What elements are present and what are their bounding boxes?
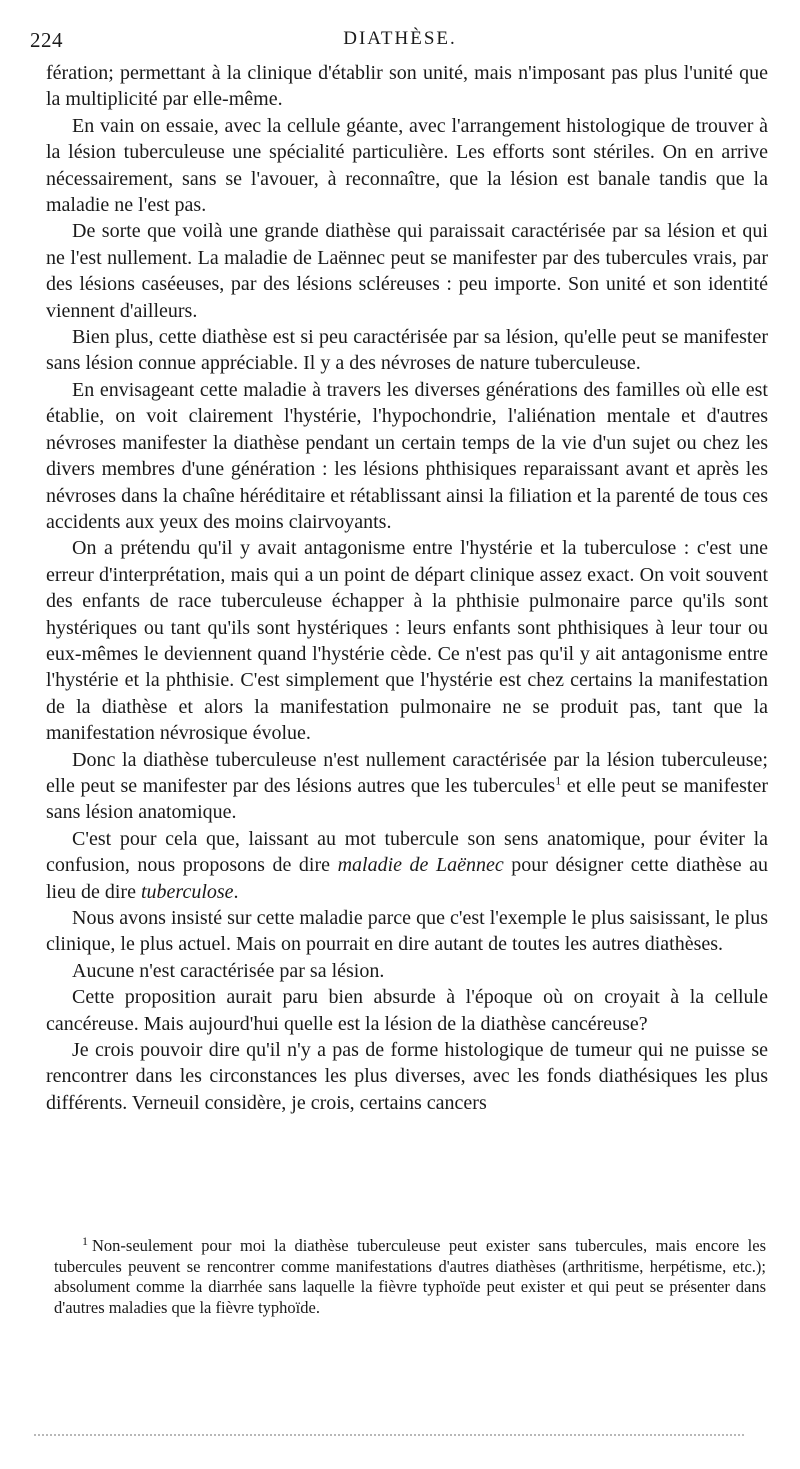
footnote-reference: 1	[555, 773, 562, 788]
paragraph-text: et elle peut se manifester sans lésion anatomique.	[46, 774, 769, 824]
paragraph: Bien plus, cette diathèse est si peu caractérisée par sa lésion, qu'elle peut se manifester sans lésion connue appréciable. Il y a des névroses de nature tuberculeuse.	[46, 326, 768, 375]
running-title: DIATHÈSE.	[343, 28, 457, 49]
footnote-mark: 1	[82, 1233, 88, 1248]
paragraph-text: Donc la diathèse tuberculeuse n'est nullement caractérisée par la lésion tuberculeuse; elle peut se manifester par des lésions autres que les tubercules	[46, 748, 768, 797]
paragraph: Je crois pouvoir dire qu'il n'y a pas de forme histologique de tumeur qui ne puisse se rencontrer dans les circonstances les plus diverses, avec les fonds diathésiques les plus différents. Verneuil considère, je crois, certains cancers	[46, 1039, 768, 1114]
footnote	[54, 1233, 766, 1318]
paragraph: De sorte que voilà une grande diathèse qui paraissait caractérisée par sa lésion et qui ne l'est nullement. La maladie de Laënnec peut se manifester par des tubercules vrais, par des lésions caséeuses, par des lésions scléreuses : peu importe. Son unité et son identité viennent d'ailleurs.	[46, 220, 768, 322]
paragraph-text: C'est pour cela que, laissant au mot tubercule son sens anatomique, pour éviter la confusion, nous proposons de dire	[46, 827, 768, 877]
paragraph-text: pour désigner cette diathèse au lieu de dire	[46, 854, 769, 903]
page-number: 224	[30, 28, 63, 52]
paragraph: Cette proposition aurait paru bien absurde à l'époque où on croyait à la cellule cancéreuse. Mais aujourd'hui quelle est la lésion de la diathèse cancéreuse?	[46, 986, 768, 1035]
paragraph-text: .	[233, 880, 239, 903]
paragraph: En vain on essaie, avec la cellule géante, avec l'arrangement histologique de trouver à la lésion tuberculeuse une spécialité particulière. Les efforts sont stériles. On en arrive nécessairement, sans se l'avouer, à reconnaître, que la lésion est banale tandis que la maladie ne l'est pas.	[46, 114, 768, 217]
footnote-text: Non-seulement pour moi la diathèse tuberculeuse peut exister sans tubercules, mais encore les tubercules peuvent se rencontrer comme manifestations d'autres diathèses (arthritisme, herpétisme, etc.); absolument comme la diarrhée sans laquelle la fièvre typhoïde peut exister et qui peut se présenter dans d'autres maladies que la fièvre typhoïde.	[54, 1236, 766, 1317]
paragraph: On a prétendu qu'il y avait antagonisme entre l'hystérie et la tuberculose : c'est une erreur d'interprétation, mais qui a un point de départ clinique assez exact. On voit souvent des enfants de race tuberculeuse échapper à la phthisie pulmonaire parce qu'ils sont hystériques ou tant qu'ils sont hystériques : leurs enfants sont phthisiques à leur tour ou eux-mêmes le deviennent quand l'hystérie cède. Ce n'est pas qu'il y ait antagonisme entre l'hystérie et la phthisie. C'est simplement que l'hystérie est chez certains la manifestation de la diathèse et alors la manifestation pulmonaire ne se produit pas, tant que la manifestation névrosique évolue.	[46, 537, 768, 745]
italic-term: tuberculose	[140, 880, 234, 903]
paragraph: Nous avons insisté sur cette maladie parce que c'est l'exemple le plus saisissant, le plus clinique, le plus actuel. Mais on pourrait en dire autant de toutes les autres diathèses.	[46, 907, 768, 956]
running-head	[30, 28, 770, 58]
bottom-rule	[34, 1434, 744, 1436]
italic-term: maladie de Laënnec	[337, 854, 504, 877]
paragraph-continuation: fération; permettant à la clinique d'établir son unité, mais n'imposant pas plus l'unité que la multiplicité par elle-même.	[46, 62, 768, 111]
body-text	[46, 60, 768, 1116]
paragraph-with-footnote	[46, 747, 768, 826]
paragraph: En envisageant cette maladie à travers les diverses générations des familles où elle est établie, on voit clairement l'hystérie, l'hypochondrie, l'aliénation mentale et d'autres névroses manifester la diathèse pendant un certain temps de la vie d'un sujet ou chez les divers membres d'une génération : les lésions phthisiques reparaissant avant et après les névroses dans la chaîne héréditaire et rétablissant ainsi la filiation et la parenté de tous ces accidents aux yeux des moins clairvoyants.	[46, 378, 768, 533]
paragraph: Aucune n'est caractérisée par sa lésion.	[72, 959, 385, 982]
paragraph	[46, 826, 768, 905]
